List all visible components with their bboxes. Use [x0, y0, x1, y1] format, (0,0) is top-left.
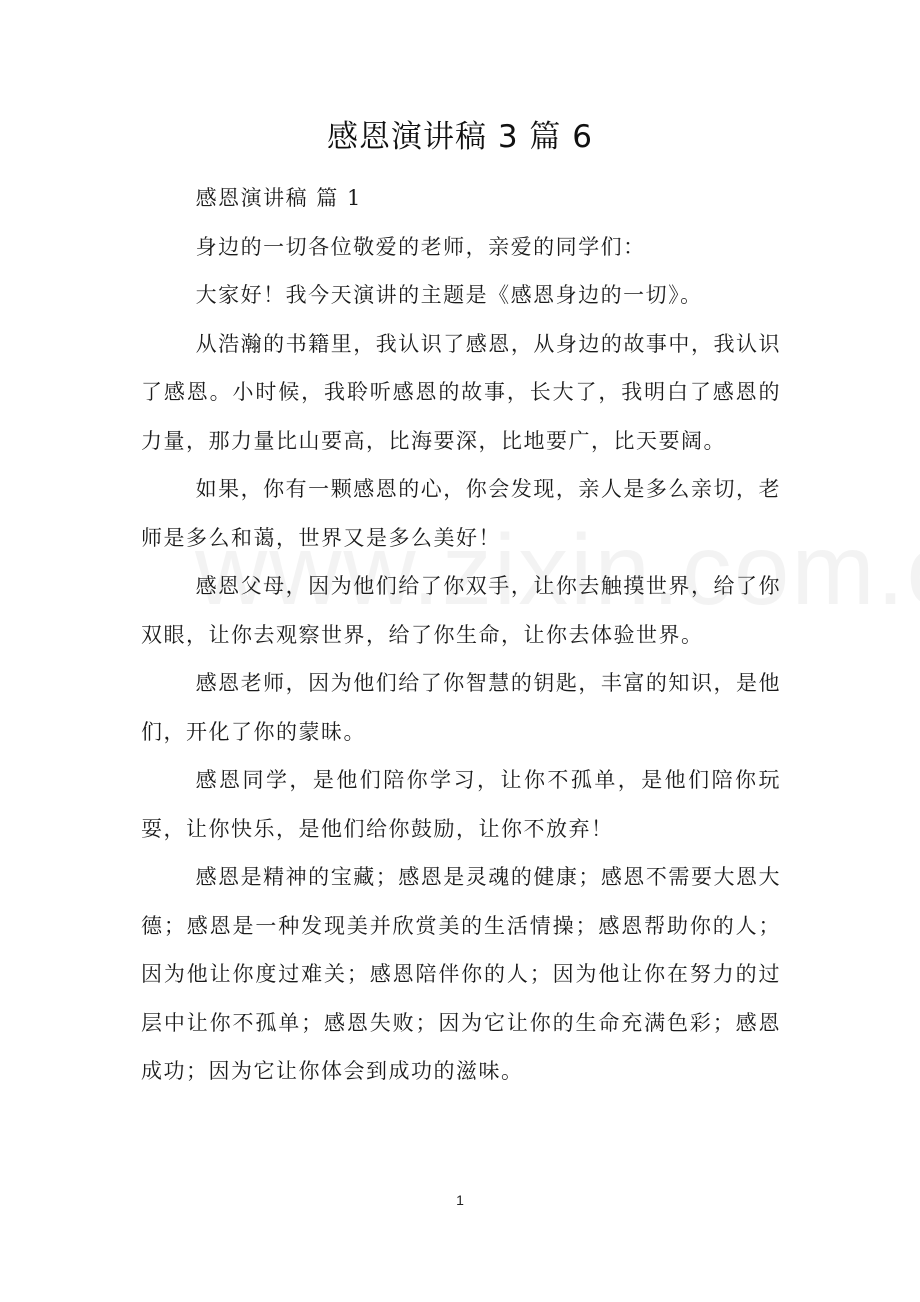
body-paragraph: 感恩是精神的宝藏；感恩是灵魂的健康；感恩不需要大恩大德；感恩是一种发现美并欣赏美的生活情操；感恩帮助你的人；因为他让你度过难关；感恩陪伴你的人；因为他让你在努力的过层中让你不孤单；感恩失败；因为它让你的生命充满色彩；感恩成功；因为它让你体会到成功的滋味。: [141, 865, 781, 1083]
page-number: 1: [456, 1192, 464, 1208]
section-heading: 感恩演讲稿 篇 1: [195, 186, 362, 210]
body-paragraph: 从浩瀚的书籍里，我认识了感恩，从身边的故事中，我认识了感恩。小时候，我聆听感恩的故事，长大了，我明白了感恩的力量，那力量比山要高，比海要深，比地要广，比天要阔。: [141, 331, 781, 453]
body-paragraph: 感恩父母，因为他们给了你双手，让你去触摸世界，给了你双眼，让你去观察世界，给了你生命，让你去体验世界。: [141, 574, 781, 647]
page-title: 感恩演讲稿 3 篇 6: [326, 119, 593, 155]
salutation-paragraph: 身边的一切各位敬爱的老师，亲爱的同学们：: [195, 234, 646, 259]
document-body: [141, 174, 781, 1096]
body-paragraph: 感恩老师，因为他们给了你智慧的钥匙，丰富的知识，是他们，开化了你的蒙昧。: [141, 671, 781, 744]
greeting-paragraph: 大家好！我今天演讲的主题是《感恩身边的一切》。: [195, 283, 703, 307]
body-paragraph: 如果，你有一颗感恩的心，你会发现，亲人是多么亲切，老师是多么和蔼，世界又是多么美好！: [141, 477, 781, 550]
body-paragraph: 感恩同学，是他们陪你学习，让你不孤单，是他们陪你玩耍，让你快乐，是他们给你鼓励，让你不放弃！: [141, 768, 781, 841]
